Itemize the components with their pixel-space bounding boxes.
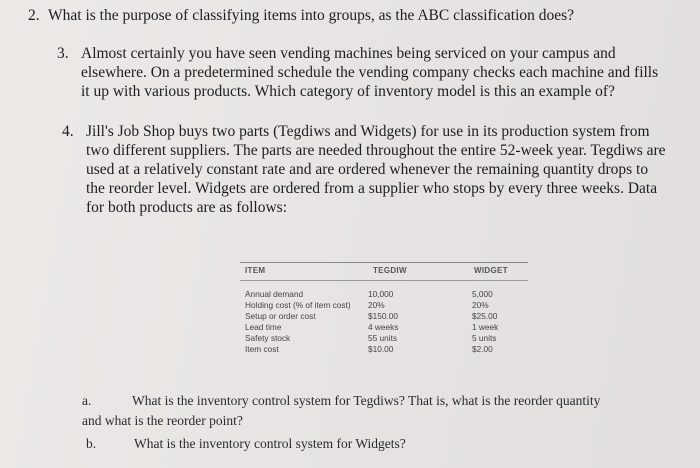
table-row (240, 333, 530, 344)
sub-question-text: and what is the reorder point? (82, 413, 243, 428)
tegdiw-value: 10,000 (368, 289, 394, 299)
tegdiw-value: $150.00 (368, 311, 398, 321)
question-text (86, 122, 696, 217)
widget-value: $25.00 (472, 311, 498, 321)
row-label: Lead time (245, 322, 282, 332)
question-number: 2. (28, 7, 40, 24)
tegdiw-value: 4 weeks (368, 322, 399, 332)
sub-question-text: What is the inventory control system for Tegdiws? That is, what is the reorder quantity (132, 393, 601, 408)
column-header-tegdiw: TEGDIW (373, 266, 407, 275)
text-line: Almost certainly you have seen vending machines being serviced on your campus and (81, 45, 616, 62)
tegdiw-value: $10.00 (368, 344, 394, 354)
table-row (240, 344, 530, 355)
column-header-item: ITEM (245, 266, 266, 275)
question-number: 3. (57, 45, 69, 62)
widget-value: $2.00 (472, 344, 493, 354)
row-label: Holding cost (% of item cost) (245, 300, 351, 310)
tegdiw-value: 20% (368, 300, 385, 310)
row-label: Item cost (245, 344, 279, 354)
widget-value: 20% (472, 300, 489, 310)
text-line: it up with various products. Which category of inventory model is this an example of? (81, 83, 615, 100)
question-number: 4. (62, 123, 74, 140)
column-header-widget: WIDGET (474, 266, 508, 275)
widget-value: 5,000 (472, 289, 493, 299)
sub-question-label: b. (86, 436, 97, 451)
text-line: two different suppliers. The parts are needed throughout the entire 52-week year. Tegdiws are (86, 142, 666, 159)
sub-question-text: What is the inventory control system for Widgets? (134, 436, 406, 451)
text-line: Jill's Job Shop buys two parts (Tegdiws and Widgets) for use in its production system from (86, 123, 650, 140)
text-line: for both products are as follows: (86, 199, 288, 216)
sub-question-label: a. (82, 393, 92, 408)
text-line: used at a relatively constant rate and are ordered whenever the remaining quantity drops to (86, 161, 649, 178)
table-row (240, 300, 530, 311)
text-line: elsewhere. On a predetermined schedule the vending company checks each machine and fills (81, 64, 659, 81)
table-rule (240, 280, 528, 281)
question-text (81, 44, 693, 101)
tegdiw-value: 55 units (368, 333, 398, 343)
question-text: What is the purpose of classifying items into groups, as the ABC classification does? (48, 7, 575, 24)
text-line: the reorder level. Widgets are ordered from a supplier who stops by every three weeks. Data (86, 180, 658, 197)
row-label: Annual demand (245, 289, 304, 299)
widget-value: 5 units (472, 333, 497, 343)
table-row (240, 311, 530, 322)
row-label: Safety stock (245, 333, 291, 343)
table-rule (240, 262, 528, 263)
data-table (240, 262, 530, 382)
table-row (240, 322, 530, 333)
widget-value: 1 week (472, 322, 499, 332)
table-row (240, 289, 530, 300)
row-label: Setup or order cost (245, 311, 316, 321)
